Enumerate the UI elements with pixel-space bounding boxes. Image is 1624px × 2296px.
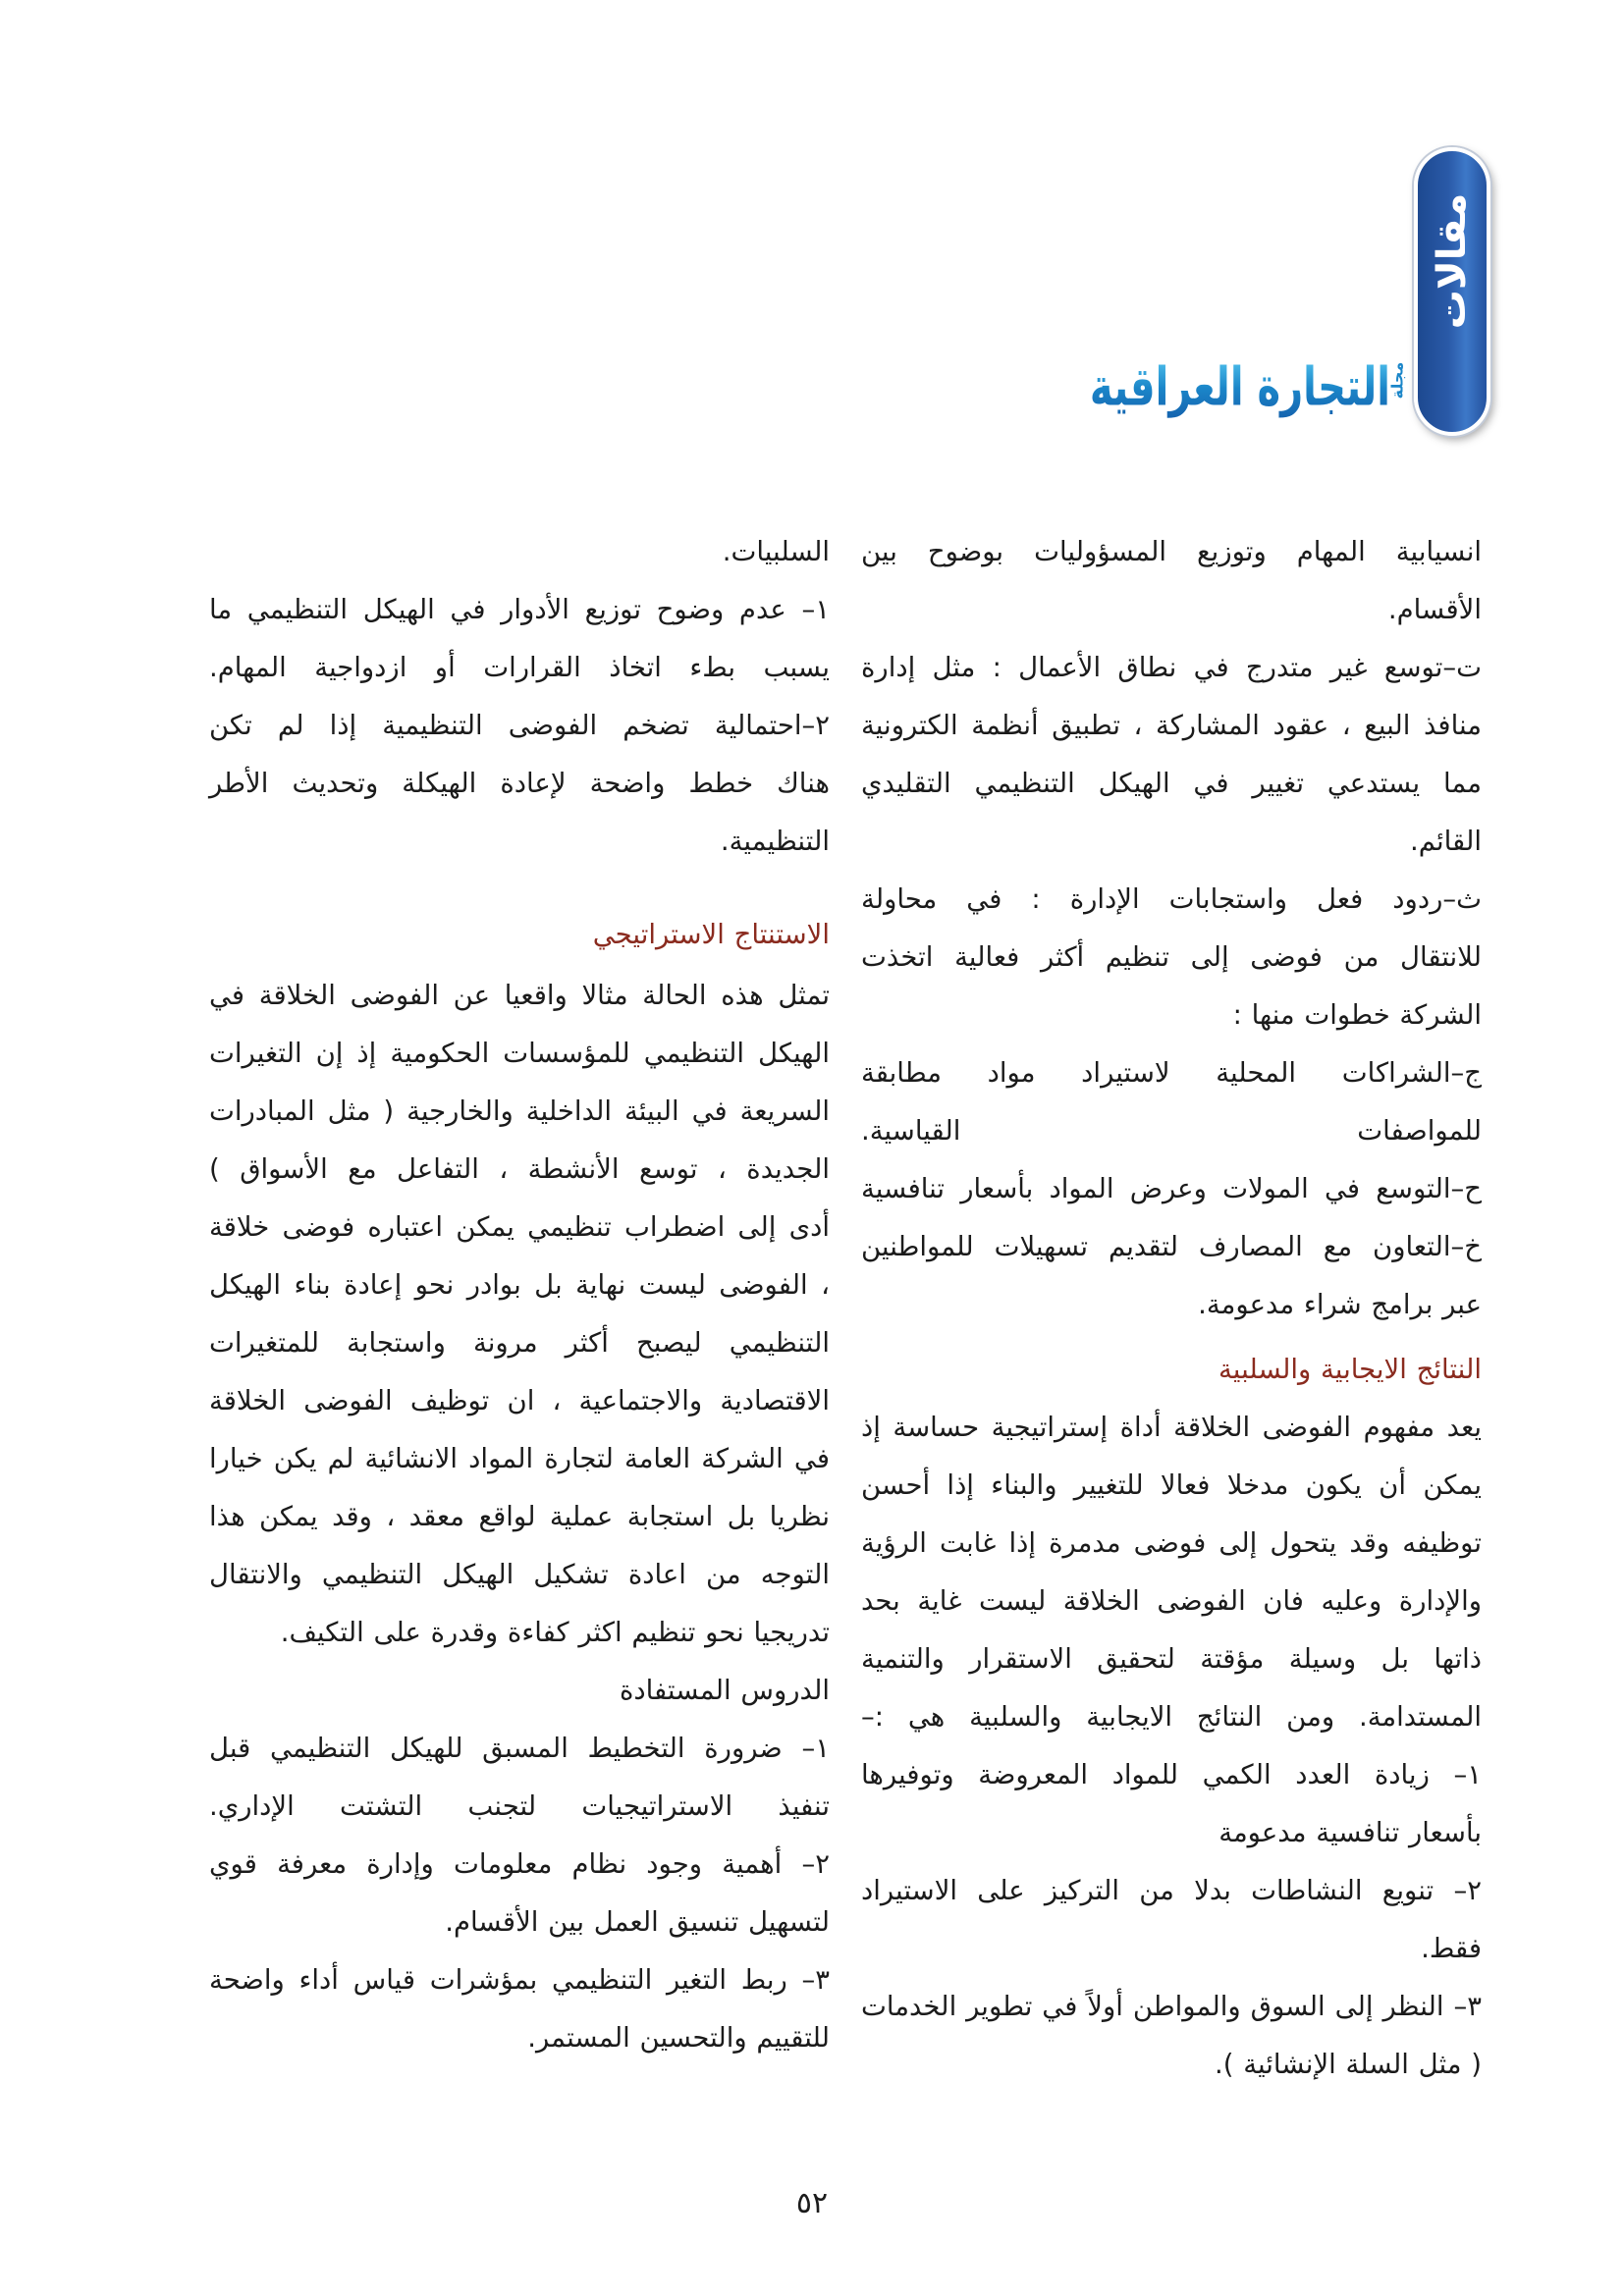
body-line: عبر برامج شراء مدعومة. xyxy=(1198,1289,1482,1320)
list-item-line: لتسهيل تنسيق العمل بين الأقسام. xyxy=(445,1906,830,1938)
body-line: يمكن أن يكون مدخلا فعالا للتغيير والبناء إذا أحسن xyxy=(861,1469,1482,1501)
body-line: السريعة في البيئة الداخلية والخارجية ( مثل المبادرات xyxy=(209,1095,830,1127)
body-line: الجديدة ، توسع الأنشطة ، التفاعل مع الأسواق ) xyxy=(209,1153,830,1185)
list-item-line: ٣– النظر إلى السوق والمواطن أولاً في تطوير الخدمات xyxy=(861,1991,1482,2022)
masthead-logo xyxy=(1076,344,1414,432)
list-item-line: بأسعار تنافسية مدعومة xyxy=(1218,1817,1482,1848)
body-line: ذاتها بل وسيلة مؤقتة لتحقيق الاستقرار والتنمية xyxy=(861,1643,1482,1675)
body-line: انسيابية المهام وتوزيع المسؤوليات بوضوح بين xyxy=(861,536,1482,567)
left-column xyxy=(209,523,830,2067)
body-line: تدريجيا نحو تنظيم اكثر كفاءة وقدرة على التكيف. xyxy=(280,1617,830,1648)
body-line: خ–التعاون مع المصارف لتقديم تسهيلات للمواطنين xyxy=(861,1231,1482,1262)
body-line: منافذ البيع ، عقود المشاركة ، تطبيق أنظمة الكترونية xyxy=(861,710,1482,741)
body-line: في الشركة العامة لتجارة المواد الانشائية لم يكن خيارا xyxy=(209,1443,830,1474)
body-line: مما يستدعي تغيير في الهيكل التنظيمي التقليدي xyxy=(861,768,1482,799)
masthead-title-wrap xyxy=(1080,344,1390,432)
body-line: نظريا بل استجابة عملية لواقع معقد ، وقد يمكن هذا xyxy=(209,1501,830,1532)
list-item-line: تنفيذ الاستراتيجيات لتجنب التشتت الإداري. xyxy=(209,1790,830,1822)
list-item-line: فقط. xyxy=(1421,1933,1482,1964)
body-line: التنظيمي ليصبح أكثر مرونة واستجابة للمتغيرات xyxy=(209,1327,830,1359)
list-item-line: ١– زيادة العدد الكمي للمواد المعروضة وتوفيرها xyxy=(861,1759,1482,1790)
masthead-prefix: مجلة xyxy=(1387,361,1407,400)
body-line: والإدارة وعليه فان الفوضى الخلاقة ليست غاية بحد xyxy=(861,1585,1482,1617)
body-line: أدى إلى اضطراب تنظيمي يمكن اعتباره فوضى خلاقة xyxy=(209,1211,830,1243)
body-line: يعد مفهوم الفوضى الخلاقة أداة إستراتيجية حساسة إذ xyxy=(861,1412,1482,1443)
body-line: السلبيات. xyxy=(722,536,830,567)
body-line: تمثل هذه الحالة مثالا واقعيا عن الفوضى الخلاقة في xyxy=(209,980,830,1011)
section-tab-label: مقالات xyxy=(1430,192,1475,330)
body-line: الهيكل التنظيمي للمؤسسات الحكومية إذ إن التغيرات xyxy=(209,1038,830,1069)
page-number: ٥٢ xyxy=(795,2186,829,2220)
list-item-line: هناك خطط واضحة لإعادة الهيكلة وتحديث الأطر xyxy=(209,768,830,799)
body-line: المستدامة. ومن النتائج الايجابية والسلبية هي :– xyxy=(861,1701,1482,1733)
body-line: للمواصفات القياسية. xyxy=(861,1115,1482,1147)
body-line: ح–التوسع في المولات وعرض المواد بأسعار تنافسية xyxy=(861,1173,1482,1204)
body-line: القائم. xyxy=(1409,826,1482,857)
list-item-line: يسبب بطء اتخاذ القرارات أو ازدواجية المهام. xyxy=(209,652,830,683)
body-line: ث–ردود فعل واستجابات الإدارة : في محاولة xyxy=(861,883,1482,915)
body-line: ج–الشراكات المحلية لاستيراد مواد مطابقة xyxy=(861,1057,1482,1089)
list-item-line: ١– عدم وضوح توزيع الأدوار في الهيكل التنظيمي ما xyxy=(209,594,830,625)
list-item-line: ٢– تنويع النشاطات بدلا من التركيز على الاستيراد xyxy=(861,1875,1482,1906)
body-line: ، الفوضى ليست نهاية بل بوادر نحو إعادة بناء الهيكل xyxy=(209,1269,830,1301)
subheading-lessons: الدروس المستفادة xyxy=(619,1675,830,1706)
body-line: الاقتصادية والاجتماعية ، ان توظيف الفوضى الخلاقة xyxy=(209,1385,830,1416)
list-item-line: ١– ضرورة التخطيط المسبق للهيكل التنظيمي قبل xyxy=(209,1733,830,1764)
list-item-line: ٢– أهمية وجود نظام معلومات وإدارة معرفة قوي xyxy=(209,1848,830,1880)
list-item-line: ٣– ربط التغير التنظيمي بمؤشرات قياس أداء واضحة xyxy=(209,1964,830,1996)
list-item-line: للتقييم والتحسين المستمر. xyxy=(527,2022,830,2054)
masthead-title: التجارة العراقية xyxy=(1089,356,1390,419)
section-heading-results: النتائج الايجابية والسلبية xyxy=(1218,1354,1482,1385)
body-line: التوجه من اعادة تشكيل الهيكل التنظيمي والانتقال xyxy=(209,1559,830,1590)
list-item-line: التنظيمية. xyxy=(720,826,830,857)
right-column xyxy=(861,523,1482,2094)
list-item-line: ٢–احتمالية تضخم الفوضى التنظيمية إذا لم تكن xyxy=(209,710,830,741)
section-tab xyxy=(1414,147,1490,436)
body-line: للانتقال من فوضى إلى تنظيم أكثر فعالية اتخذت xyxy=(861,941,1482,973)
body-line: الشركة خطوات منها : xyxy=(1232,999,1482,1031)
section-heading-conclusion: الاستنتاج الاستراتيجي xyxy=(592,919,830,950)
body-line: الأقسام. xyxy=(1387,594,1482,625)
body-line: ت–توسع غير متدرج في نطاق الأعمال : مثل إدارة xyxy=(861,652,1482,683)
list-item-line: ( مثل السلة الإنشائية ). xyxy=(1214,2049,1482,2080)
body-line: توظيفه وقد يتحول إلى فوضى مدمرة إذا غابت الرؤية xyxy=(861,1527,1482,1559)
